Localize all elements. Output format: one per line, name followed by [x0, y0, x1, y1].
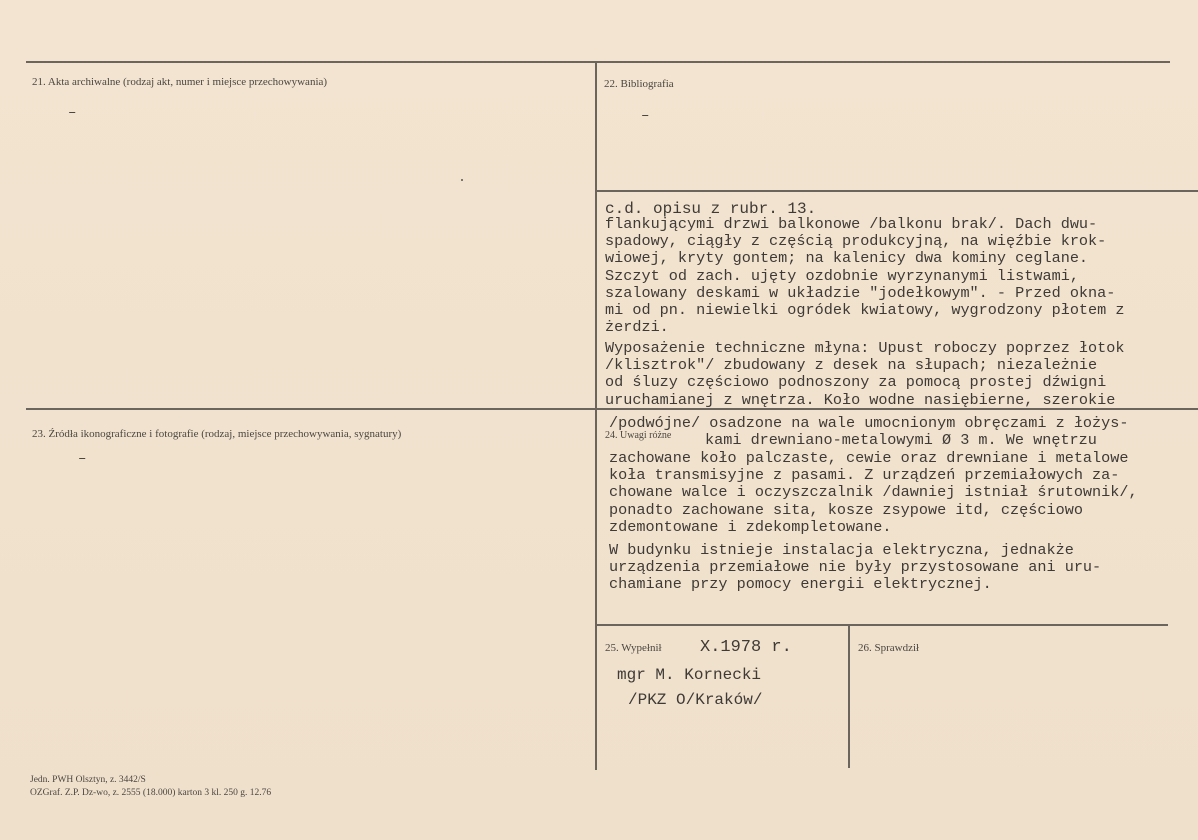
- continuation-heading: c.d. opisu z rubr. 13.: [605, 200, 817, 218]
- text-line: ponadto zachowane sita, kosze zsypowe itd, częściowo: [609, 500, 1083, 519]
- text-line: W budynku istnieje instalacja elektryczna, jednakże: [609, 541, 1074, 559]
- text-line: koła transmisyjne z pasami. Z urządzeń przemiałowych za-: [609, 466, 1120, 485]
- footer-line-1: Jedn. PWH Olsztyn, z. 3442/S: [30, 775, 146, 785]
- text-line: zachowane koło palczaste, cewie oraz drewniane i metalowe: [609, 449, 1129, 467]
- text-line: Szczyt od zach. ujęty ozdobnie wyrzynanymi listwami,: [605, 266, 1079, 285]
- text-line: mi od pn. niewielki ogródek kwiatowy, wygrodzony płotem z: [605, 301, 1125, 320]
- continuation-paragraph-2: [605, 340, 1125, 409]
- text-line: uruchamianej z wnętrza. Koło wodne nasiębierne, szerokie: [605, 390, 1116, 409]
- text-line: flankującymi drzwi balkonowe /balkonu brak/. Dach dwu-: [605, 215, 1098, 233]
- text-line: /podwójne/ osadzone na wale umocnionym obręczami z łożys-: [609, 414, 1129, 432]
- text-line: chowane walce i oczyszczalnik /dawniej istniał śrutownik/,: [609, 483, 1138, 502]
- signature-top-rule: [596, 624, 1168, 626]
- filled-by-organization: /PKZ O/Kraków/: [628, 691, 763, 709]
- text-line: kami drewniano-metalowymi Ø 3 m. We wnętrzu: [705, 431, 1097, 449]
- center-divider: [595, 62, 597, 770]
- top-rule: [26, 61, 1170, 63]
- text-line: chamiane przy pomocy energii elektrycznej.: [609, 575, 992, 594]
- checked-by-label: 26. Sprawdził: [858, 642, 920, 654]
- continuation-paragraph-3: [609, 450, 1138, 536]
- footer-line-2: OZGraf. Z.P. Dz-wo, z. 2555 (18.000) karton 3 kl. 250 g. 12.76: [30, 788, 272, 798]
- continuation-paragraph-1: [605, 216, 1125, 336]
- text-line: urządzenia przemiałowe nie były przystosowane ani uru-: [609, 558, 1102, 577]
- archival-label: 21. Akta archiwalne (rodzaj akt, numer i miejsce przechowywania): [32, 76, 328, 88]
- text-line: Wyposażenie techniczne młyna: Upust roboczy poprzez łotok: [605, 339, 1125, 357]
- iconographic-value: –: [78, 451, 87, 467]
- ink-speck: [461, 179, 463, 181]
- iconographic-label: 23. Źródła ikonograficzne i fotografie (rodzaj, miejsce przechowywania, sygnatury): [32, 428, 402, 440]
- text-line: od śluzy częściowo podnoszony za pomocą prostej dźwigni: [605, 373, 1107, 392]
- signature-divider: [848, 625, 850, 768]
- notes-label: 24. Uwagi różne: [605, 430, 672, 441]
- text-line: spadowy, ciągły z częścią produkcyjną, na więźbie krok-: [605, 232, 1107, 251]
- bibliography-bottom-rule: [596, 190, 1198, 192]
- archival-value: –: [68, 105, 77, 121]
- text-line: /klisztrok"/ zbudowany z desek na słupach; niezależnie: [605, 356, 1098, 375]
- text-line: zdemontowane i zdekompletowane.: [609, 517, 892, 536]
- text-line: żerdzi.: [605, 318, 669, 337]
- filled-by-name: mgr M. Kornecki: [617, 666, 762, 684]
- filled-by-date: X.1978 r.: [700, 638, 792, 657]
- text-line: wiowej, kryty gontem; na kalenicy dwa kominy ceglane.: [605, 249, 1089, 268]
- filled-by-label: 25. Wypełnił: [605, 642, 662, 654]
- continuation-paragraph-4: [609, 542, 1101, 594]
- text-line: szalowany deskami w układzie "jodełkowym". - Przed okna-: [605, 283, 1116, 302]
- bibliography-value: –: [641, 108, 650, 124]
- bibliography-label: 22. Bibliografia: [604, 78, 674, 90]
